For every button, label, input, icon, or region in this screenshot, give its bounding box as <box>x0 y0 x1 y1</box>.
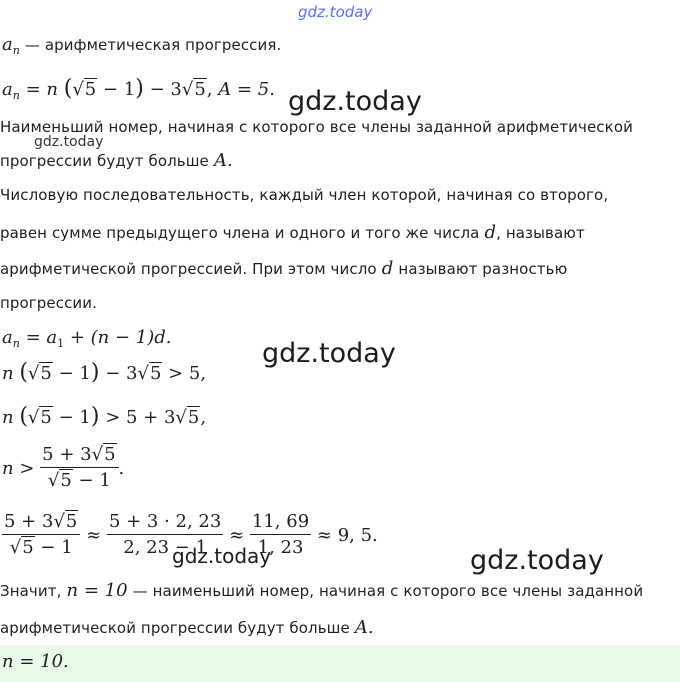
inequality-step-3: n > $\frac{5 + 3√5}{√5 - 1}$ . <box>2 444 125 491</box>
general-term-formula: $a_n = a_1 + (n - 1)d$. <box>2 327 172 350</box>
inequality-step-2: n (√5 − 1) > 5 + 3√5, <box>2 404 207 429</box>
watermark: gdz.today <box>262 338 396 369</box>
watermark: gdz.today <box>288 86 422 117</box>
watermark: gdz.today <box>470 545 604 576</box>
definition-line-4: прогрессии. <box>0 294 97 312</box>
sequence-definition-line <box>2 34 281 57</box>
sequence-label: — арифметическая прогрессия. <box>24 36 282 54</box>
question-line-1: Наименьший номер, начиная с которого все члены заданной арифметической <box>0 118 633 136</box>
question-line-2: прогрессии будут больше A. <box>0 150 233 171</box>
definition-line-2: равен сумме предыдущего члена и одного и того же числа d, называют <box>0 222 585 243</box>
definition-line-3: арифметической прогрессией. При этом число d называют разностью <box>0 258 568 279</box>
sequence-formula: $a_n = n$ (√5 − 1) − 3√5, A = 5. <box>2 76 275 102</box>
watermark-top: gdz.today <box>298 3 373 21</box>
approximation-line: $\frac{5 + 3√5}{√5 - 1}$ ≈ $\frac{5 + 3 \cdot 2, 23}{2, 23 - 1}$ ≈ $\frac{11, 69}{1, 23}$ ≈ 9, 5. <box>4 511 378 558</box>
fraction: $\frac{11, 69}{1, 23}$ <box>251 511 310 558</box>
fraction: $\frac{5 + 3√5}{√5 - 1}$ <box>40 444 118 492</box>
conclusion-line-1: Значит, n = 10 — наименьший номер, начиная с которого все члены заданной <box>0 580 644 601</box>
math-a: a <box>2 34 13 55</box>
inequality-step-1: n (√5 − 1) − 3√5 > 5, <box>2 360 207 385</box>
math-subscript: n <box>12 44 20 57</box>
answer-box <box>0 645 680 682</box>
fraction: $\frac{5 + 3√5}{√5 - 1}$ <box>2 511 80 559</box>
conclusion-line-2: арифметической прогрессии будут больше A. <box>0 617 374 638</box>
watermark: gdz.today <box>172 544 272 568</box>
answer-value: n = 10. <box>2 651 69 672</box>
fraction: $\frac{5 + 3 \cdot 2, 23}{2, 23 - 1}$ <box>108 511 222 558</box>
definition-line-1: Числовую последовательность, каждый член которой, начиная со второго, <box>0 186 609 204</box>
watermark-small: gdz.today <box>34 134 104 150</box>
sqrt-symbol: √ <box>72 79 84 100</box>
